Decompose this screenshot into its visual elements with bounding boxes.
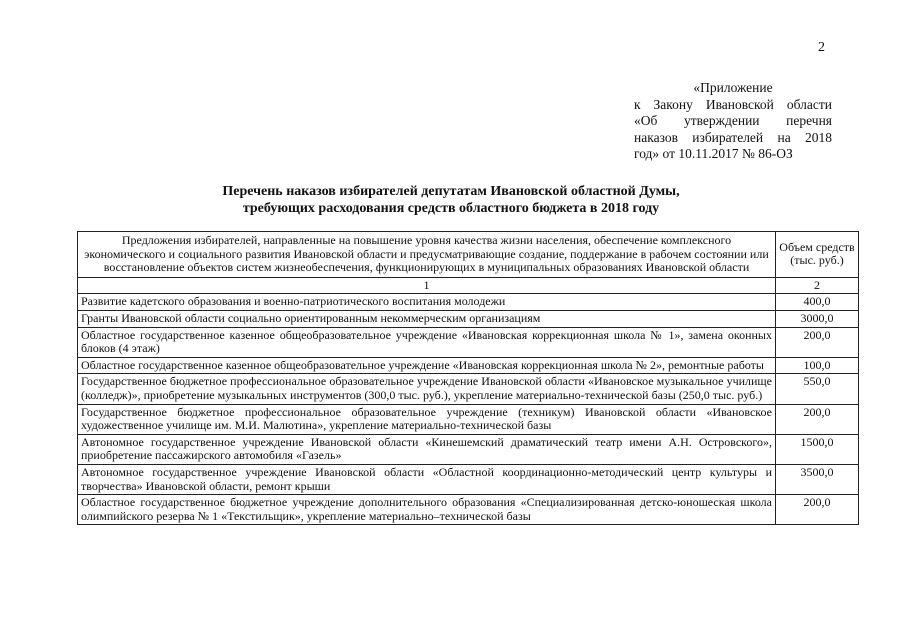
title-line: Перечень наказов избирателей депутатам Ивановской областной Думы, xyxy=(222,184,680,199)
row-description: Областное государственное казенное общеобразовательное учреждение «Ивановская коррекционная школа № 2», ремонтные работы xyxy=(78,357,776,374)
table-header-row xyxy=(78,232,859,278)
row-description: Развитие кадетского образования и военно-патриотического воспитания молодежи xyxy=(78,294,776,311)
row-description: Областное государственное бюджетное учреждение дополнительного образования «Специализированная детско-юношеская школа олимпийского резерва № 1 «Текстильщик», укрепление материально–технической базы xyxy=(78,495,776,525)
column-number: 2 xyxy=(776,277,859,294)
table-row xyxy=(78,310,859,327)
row-description: Государственное бюджетное профессиональное образовательное учреждение (техникум) Ивановской области «Ивановское художественное училище им. М.И. Малютина», укрепление материально-технической базы xyxy=(78,404,776,434)
table-row xyxy=(78,357,859,374)
column-number-row xyxy=(78,277,859,294)
appendix-line: «Приложение xyxy=(693,80,773,95)
table-row xyxy=(78,327,859,357)
table-row xyxy=(78,404,859,434)
orders-table xyxy=(77,231,859,525)
table-row xyxy=(78,374,859,404)
appendix-line: наказов избирателей на 2018 xyxy=(634,129,832,145)
document-title xyxy=(80,183,822,217)
row-amount: 100,0 xyxy=(776,357,859,374)
row-amount: 200,0 xyxy=(776,404,859,434)
column-number: 1 xyxy=(78,277,776,294)
row-amount: 1500,0 xyxy=(776,434,859,464)
row-description: Областное государственное казенное общеобразовательное учреждение «Ивановская коррекционная школа № 1», замена оконных блоков (4 этаж) xyxy=(78,327,776,357)
table-row xyxy=(78,495,859,525)
row-description: Автономное государственное учреждение Ивановской области «Кинешемский драматический театр имени А.Н. Островского», приобретение пассажирского автомобиля «Газель» xyxy=(78,434,776,464)
appendix-block xyxy=(634,80,832,163)
row-description: Государственное бюджетное профессиональное образовательное учреждение Ивановской области «Ивановское музыкальное училище (колледж)», приобретение музыкальных инструментов (300,0 тыс. руб.), укрепление материально-технической базы (250,0 тыс. руб.) xyxy=(78,374,776,404)
table-row xyxy=(78,464,859,494)
row-amount: 3000,0 xyxy=(776,310,859,327)
row-amount: 3500,0 xyxy=(776,464,859,494)
row-description: Гранты Ивановской области социально ориентированным некоммерческим организациям xyxy=(78,310,776,327)
header-description: Предложения избирателей, направленные на повышение уровня качества жизни населения, обеспечение комплексного экономического и социального развития Ивановской области и предусматривающие создание, поддержание в рабочем состоянии или восстановление объектов систем жизнеобеспечения, функционирующих в муниципальных образованиях Ивановской области xyxy=(78,232,776,278)
header-amount: Объем средств (тыс. руб.) xyxy=(776,232,859,278)
title-line: требующих расходования средств областного бюджета в 2018 году xyxy=(242,201,660,216)
table-row xyxy=(78,434,859,464)
table-row xyxy=(78,294,859,311)
row-amount: 200,0 xyxy=(776,327,859,357)
row-amount: 400,0 xyxy=(776,294,859,311)
row-amount: 550,0 xyxy=(776,374,859,404)
page-number: 2 xyxy=(818,40,825,55)
row-description: Автономное государственное учреждение Ивановской области «Областной координационно-методический центр культуры и творчества» Ивановской области, ремонт крыши xyxy=(78,464,776,494)
appendix-line: «Об утверждении перечня xyxy=(634,113,832,129)
appendix-line: год» от 10.11.2017 № 86-ОЗ xyxy=(634,146,793,162)
appendix-line: к Закону Ивановской области xyxy=(634,96,832,112)
row-amount: 200,0 xyxy=(776,495,859,525)
